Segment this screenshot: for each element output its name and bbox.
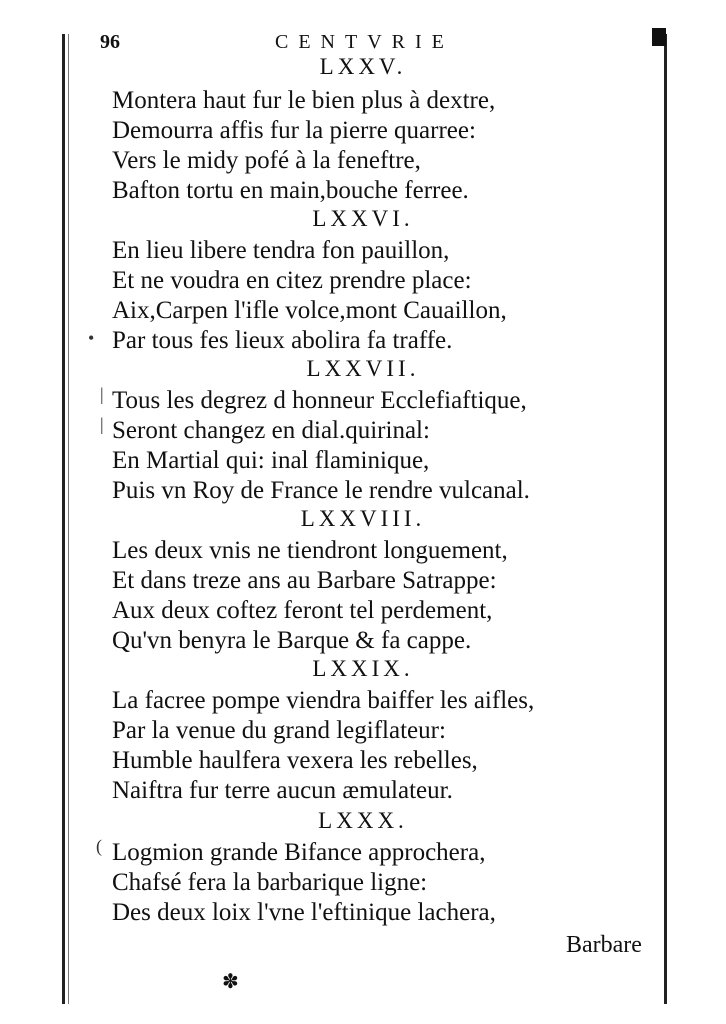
verse-line: Humble haulfera vexera les rebelles, — [112, 747, 478, 774]
page-header — [100, 30, 500, 54]
verse-line: Demourra affis fur la pierre quarree: — [112, 117, 476, 144]
margin-bracket-icon: | — [100, 414, 104, 434]
margin-mark-icon: ( — [96, 836, 102, 856]
margin-bracket-icon: | — [100, 384, 104, 404]
page-number: 96 — [100, 31, 120, 53]
quatrain-number: LXXV. — [319, 54, 407, 79]
verse-line: Les deux vnis ne tiendront longuement, — [112, 537, 508, 564]
verse-line: Tous les degrez d honneur Ecclefiaftique, — [112, 387, 527, 414]
verse-line: Seront changez en dial.quirinal: — [112, 417, 430, 444]
verse-line: Par la venue du grand legiflateur: — [112, 717, 446, 744]
catchword: Barbare — [566, 932, 642, 958]
verse-line: Logmion grande Bifance approchera, — [112, 839, 486, 866]
verse-line: Et ne voudra en citez prendre place: — [112, 267, 472, 294]
page-corner-mark — [652, 28, 666, 46]
verse-line: Naiftra fur terre aucun æmulateur. — [112, 777, 453, 804]
verse-line: Et dans treze ans au Barbare Satrappe: — [112, 567, 497, 594]
margin-mark-icon: • — [88, 328, 95, 348]
verse-line: En lieu libere tendra fon pauillon, — [112, 237, 450, 264]
verse-line: Puis vn Roy de France le rendre vulcanal. — [112, 477, 530, 504]
verse-line: En Martial qui: inal flaminique, — [112, 447, 430, 474]
quatrain-number: LXXX. — [318, 808, 408, 833]
verse-line: Aux deux coftez feront tel perdement, — [112, 597, 493, 624]
quatrain-number: LXXVIII. — [300, 506, 426, 531]
verse-line: Qu'vn benyra le Barque & fa cappe. — [112, 627, 472, 654]
ornament-mark-icon: ✽ — [222, 971, 239, 993]
verse-line: Vers le midy pofé à la feneftre, — [112, 147, 421, 174]
quatrain-number: LXXVII. — [306, 356, 420, 381]
verse-line: Aix,Carpen l'ifle volce,mont Cauaillon, — [112, 297, 507, 324]
verse-line: Montera haut fur le bien plus à dextre, — [112, 87, 496, 114]
verse-line: Par tous fes lieux abolira fa traffe. — [112, 327, 453, 354]
verse-line: Bafton tortu en main,bouche ferree. — [112, 177, 469, 204]
verse-line: Des deux loix l'vne l'eftinique lachera, — [112, 899, 496, 926]
running-head: CENTVRIE — [275, 31, 454, 53]
quatrain-number: LXXIX. — [312, 656, 414, 681]
verse-line: La facree pompe viendra baiffer les aifles, — [112, 687, 535, 714]
verse-line: Chafsé fera la barbarique ligne: — [112, 869, 428, 896]
quatrain-number: LXXVI. — [312, 206, 414, 231]
